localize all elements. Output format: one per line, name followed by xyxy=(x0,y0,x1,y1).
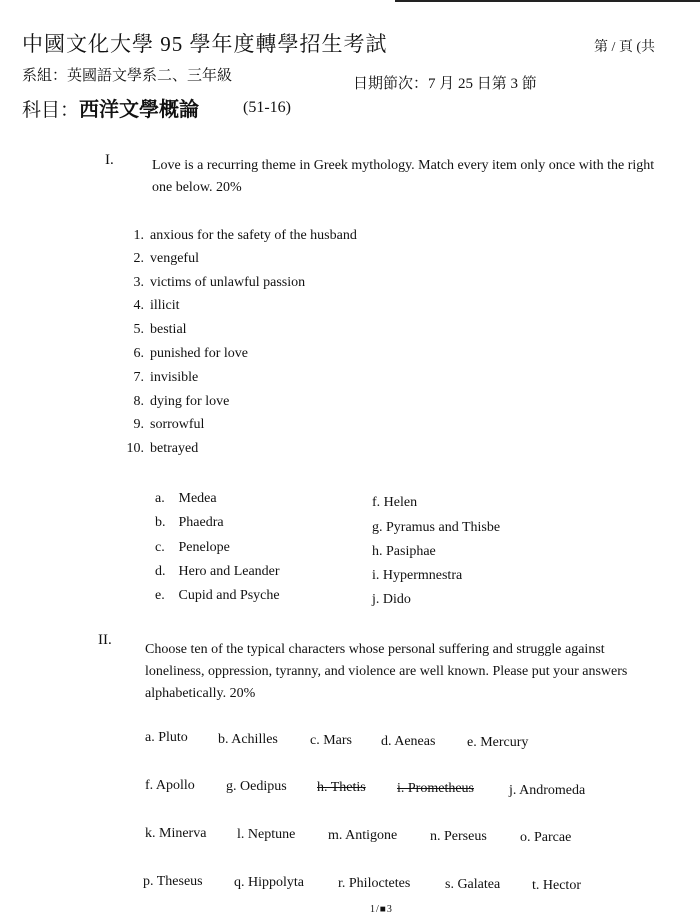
character-choice: s. Galatea xyxy=(445,877,501,892)
list-item: 1. anxious for the safety of the husband xyxy=(133,228,357,243)
list-item: 8. dying for love xyxy=(133,394,230,409)
character-choice: o. Parcae xyxy=(520,830,572,845)
exam-title: 中國文化大學 95 學年度轉學招生考試 xyxy=(22,32,388,56)
list-item: 3. victims of unlawful passion xyxy=(133,275,306,290)
option-item: j. Dido xyxy=(372,592,411,607)
option-item: g. Pyramus and Thisbe xyxy=(372,520,501,535)
top-rule xyxy=(395,0,700,2)
list-item: 6. punished for love xyxy=(133,346,248,361)
character-choice: i. Prometheus xyxy=(397,781,474,796)
character-choice: a. Pluto xyxy=(145,730,188,745)
option-item: d. Hero and Leander xyxy=(155,564,280,579)
character-choice: b. Achilles xyxy=(218,732,278,747)
section1-numeral: I. xyxy=(105,152,114,168)
section2-instruction: Choose ten of the typical characters whose personal suffering and struggle against loneliness, oppression, tyranny, and violence are well known. Please put your answers alphabetically. 20% xyxy=(145,642,628,701)
character-choice: f. Apollo xyxy=(145,778,195,793)
character-choice: m. Antigone xyxy=(328,828,398,843)
list-item: 7. invisible xyxy=(133,370,199,385)
character-choice: h. Thetis xyxy=(317,780,366,795)
option-item: a. Medea xyxy=(155,491,217,506)
page-footer: 1/■3 xyxy=(370,904,393,915)
subject-line xyxy=(22,93,199,122)
subject-name: 西洋文學概論 xyxy=(79,99,200,121)
option-item: f. Helen xyxy=(372,495,418,510)
option-item: h. Pasiphae xyxy=(372,544,436,559)
option-item: c. Penelope xyxy=(155,540,230,555)
character-choice: n. Perseus xyxy=(430,829,487,844)
character-choice: g. Oedipus xyxy=(226,779,287,794)
subject-label: 科目： xyxy=(22,100,80,121)
list-item: 10. betrayed xyxy=(126,441,199,456)
list-item: 5. bestial xyxy=(133,322,187,337)
section2-numeral: II. xyxy=(98,632,112,648)
character-choice: e. Mercury xyxy=(467,735,529,750)
date-session-line: 日期節次：7 月 25 日第 3 節 xyxy=(353,76,537,92)
character-choice: r. Philoctetes xyxy=(338,876,411,891)
option-item: e. Cupid and Psyche xyxy=(155,588,280,603)
option-item: i. Hypermnestra xyxy=(372,568,463,583)
character-choice: l. Neptune xyxy=(237,827,296,842)
page-label: 第 / 頁 (共 xyxy=(594,40,656,55)
character-choice: t. Hector xyxy=(532,878,581,893)
character-choice: p. Theseus xyxy=(143,874,203,889)
character-choice: d. Aeneas xyxy=(381,734,436,749)
subject-code: (51-16) xyxy=(243,99,291,116)
section1-instruction: Love is a recurring theme in Greek mythology. Match every item only once with the right one below. 20% xyxy=(152,158,655,195)
character-choice: j. Andromeda xyxy=(509,783,586,798)
character-choice: q. Hippolyta xyxy=(234,875,304,890)
list-item: 2. vengeful xyxy=(133,251,199,266)
character-choice: c. Mars xyxy=(310,733,352,748)
department-line: 系組：英國語文學系二、三年級 xyxy=(22,68,233,84)
character-choice: k. Minerva xyxy=(145,826,207,841)
list-item: 9. sorrowful xyxy=(133,417,205,432)
list-item: 4. illicit xyxy=(133,298,180,313)
option-item: b. Phaedra xyxy=(155,515,224,530)
